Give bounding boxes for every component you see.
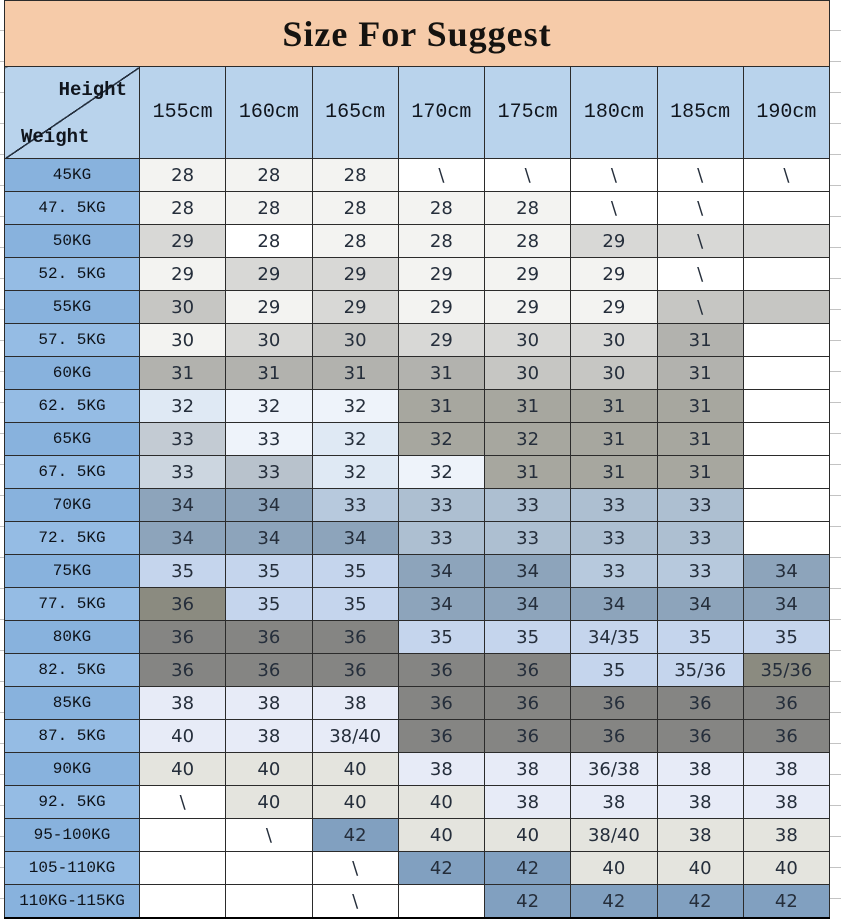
size-cell: 36 — [743, 720, 829, 753]
size-cell: 33 — [140, 456, 226, 489]
size-cell: 29 — [571, 258, 657, 291]
size-cell: 29 — [571, 225, 657, 258]
table-row — [5, 192, 830, 225]
size-cell: 35 — [312, 588, 398, 621]
size-cell: 34 — [140, 489, 226, 522]
size-cell: 36 — [398, 687, 484, 720]
table-row — [5, 291, 830, 324]
size-cell: 34 — [657, 588, 743, 621]
size-cell: 31 — [571, 423, 657, 456]
empty-cell — [226, 885, 312, 919]
size-cell: 40 — [226, 786, 312, 819]
size-cell: 36 — [571, 720, 657, 753]
size-cell: 29 — [398, 291, 484, 324]
table-row — [5, 390, 830, 423]
empty-cell — [140, 819, 226, 852]
size-cell: 40 — [140, 720, 226, 753]
size-cell: 34 — [398, 588, 484, 621]
size-cell: 42 — [398, 852, 484, 885]
empty-cell — [743, 456, 829, 489]
size-cell: 28 — [485, 192, 571, 225]
weight-label: 82. 5KG — [5, 654, 140, 687]
column-header-155cm: 155cm — [140, 67, 226, 159]
weight-label: 70KG — [5, 489, 140, 522]
size-cell: 29 — [226, 258, 312, 291]
size-cell: 29 — [485, 258, 571, 291]
size-cell: 31 — [657, 456, 743, 489]
size-cell: 40 — [571, 852, 657, 885]
size-cell: 29 — [312, 291, 398, 324]
column-header-190cm: 190cm — [743, 67, 829, 159]
size-cell: 29 — [312, 258, 398, 291]
size-cell: 36 — [743, 687, 829, 720]
weight-label: 67. 5KG — [5, 456, 140, 489]
size-cell: 32 — [398, 423, 484, 456]
size-cell: 42 — [485, 885, 571, 919]
size-cell: 33 — [657, 555, 743, 588]
table-row — [5, 258, 830, 291]
size-cell: 34 — [226, 522, 312, 555]
size-cell: 33 — [398, 489, 484, 522]
size-cell: 32 — [398, 456, 484, 489]
size-cell: 33 — [226, 423, 312, 456]
size-cell: 28 — [398, 225, 484, 258]
size-cell: 40 — [312, 753, 398, 786]
weight-label: 80KG — [5, 621, 140, 654]
table-row — [5, 852, 830, 885]
size-cell: 33 — [485, 489, 571, 522]
empty-cell — [743, 291, 829, 324]
size-cell: 36 — [485, 687, 571, 720]
table-row — [5, 753, 830, 786]
table-row — [5, 654, 830, 687]
chart-title: Size For Suggest — [282, 13, 552, 54]
not-available-cell: \ — [657, 291, 743, 324]
size-cell: 28 — [312, 225, 398, 258]
size-cell: 38/40 — [312, 720, 398, 753]
weight-label: 85KG — [5, 687, 140, 720]
size-cell: 34 — [398, 555, 484, 588]
size-cell: 28 — [140, 159, 226, 192]
size-cell: 42 — [571, 885, 657, 919]
size-cell: 35 — [571, 654, 657, 687]
empty-cell — [140, 852, 226, 885]
column-header-180cm: 180cm — [571, 67, 657, 159]
table-row — [5, 885, 830, 919]
not-available-cell: \ — [657, 159, 743, 192]
weight-label: 72. 5KG — [5, 522, 140, 555]
size-cell: 36 — [140, 654, 226, 687]
size-cell: 30 — [485, 324, 571, 357]
table-row — [5, 720, 830, 753]
not-available-cell: \ — [571, 159, 657, 192]
size-cell: 33 — [485, 522, 571, 555]
size-cell: 32 — [226, 390, 312, 423]
size-cell: 38 — [657, 786, 743, 819]
size-cell: 36 — [140, 588, 226, 621]
table-row — [5, 225, 830, 258]
size-cell: 30 — [485, 357, 571, 390]
corner-weight-label: Weight — [21, 126, 90, 148]
not-available-cell: \ — [312, 885, 398, 919]
size-cell: 28 — [312, 159, 398, 192]
size-cell: 36 — [398, 720, 484, 753]
size-cell: 28 — [226, 192, 312, 225]
size-cell: 33 — [571, 555, 657, 588]
size-cell: 35/36 — [657, 654, 743, 687]
size-cell: 34/35 — [571, 621, 657, 654]
weight-label: 62. 5KG — [5, 390, 140, 423]
column-header-165cm: 165cm — [312, 67, 398, 159]
not-available-cell: \ — [312, 852, 398, 885]
table-row — [5, 159, 830, 192]
size-cell: 31 — [398, 357, 484, 390]
size-cell: 33 — [226, 456, 312, 489]
size-cell: 38 — [743, 753, 829, 786]
size-cell: 32 — [312, 456, 398, 489]
size-cell: 33 — [657, 522, 743, 555]
weight-label: 77. 5KG — [5, 588, 140, 621]
size-cell: 29 — [485, 291, 571, 324]
size-cell: 33 — [571, 522, 657, 555]
weight-label: 95-100KG — [5, 819, 140, 852]
size-chart-sheet — [4, 0, 830, 919]
size-cell: 36 — [571, 687, 657, 720]
size-cell: 35 — [398, 621, 484, 654]
size-cell: 34 — [312, 522, 398, 555]
size-cell: 31 — [657, 390, 743, 423]
size-cell: 38 — [657, 819, 743, 852]
size-cell: 36 — [312, 621, 398, 654]
table-row — [5, 555, 830, 588]
empty-cell — [743, 489, 829, 522]
size-cell: 38 — [571, 786, 657, 819]
size-cell: 33 — [312, 489, 398, 522]
size-cell: 34 — [226, 489, 312, 522]
size-cell: 30 — [140, 324, 226, 357]
column-header-160cm: 160cm — [226, 67, 312, 159]
weight-label: 50KG — [5, 225, 140, 258]
size-cell: 31 — [657, 324, 743, 357]
size-cell: 35 — [140, 555, 226, 588]
header-row — [5, 67, 830, 159]
not-available-cell: \ — [226, 819, 312, 852]
weight-label: 55KG — [5, 291, 140, 324]
size-cell: 38 — [398, 753, 484, 786]
empty-cell — [140, 885, 226, 919]
table-row — [5, 456, 830, 489]
size-cell: 33 — [140, 423, 226, 456]
size-cell: 38 — [485, 786, 571, 819]
size-cell: 35/36 — [743, 654, 829, 687]
size-cell: 38 — [226, 687, 312, 720]
size-cell: 38 — [657, 753, 743, 786]
size-cell: 30 — [312, 324, 398, 357]
size-cell: 30 — [140, 291, 226, 324]
size-cell: 31 — [312, 357, 398, 390]
table-row — [5, 522, 830, 555]
size-cell: 38 — [743, 819, 829, 852]
size-cell: 40 — [226, 753, 312, 786]
size-cell: 35 — [312, 555, 398, 588]
size-cell: 34 — [140, 522, 226, 555]
not-available-cell: \ — [657, 225, 743, 258]
size-cell: 34 — [485, 588, 571, 621]
size-cell: 34 — [485, 555, 571, 588]
column-header-170cm: 170cm — [398, 67, 484, 159]
size-cell: 38 — [140, 687, 226, 720]
size-cell: 42 — [485, 852, 571, 885]
size-cell: 34 — [743, 555, 829, 588]
size-cell: 31 — [657, 357, 743, 390]
weight-label: 75KG — [5, 555, 140, 588]
title-banner — [4, 0, 830, 66]
size-cell: 28 — [398, 192, 484, 225]
size-cell: 28 — [226, 159, 312, 192]
size-cell: 40 — [398, 819, 484, 852]
table-row — [5, 621, 830, 654]
size-cell: 31 — [485, 456, 571, 489]
size-cell: 29 — [398, 258, 484, 291]
size-cell: 36 — [398, 654, 484, 687]
sheet-right-margin — [830, 0, 841, 922]
empty-cell — [743, 423, 829, 456]
weight-label: 65KG — [5, 423, 140, 456]
size-cell: 38 — [485, 753, 571, 786]
size-cell: 38 — [743, 786, 829, 819]
empty-cell — [226, 852, 312, 885]
size-cell: 30 — [571, 357, 657, 390]
size-cell: 40 — [312, 786, 398, 819]
size-cell: 29 — [140, 225, 226, 258]
size-cell: 36 — [226, 621, 312, 654]
empty-cell — [743, 390, 829, 423]
table-row — [5, 489, 830, 522]
weight-label: 105-110KG — [5, 852, 140, 885]
size-cell: 31 — [398, 390, 484, 423]
size-cell: 30 — [226, 324, 312, 357]
size-cell: 33 — [571, 489, 657, 522]
table-row — [5, 588, 830, 621]
column-header-185cm: 185cm — [657, 67, 743, 159]
weight-label: 60KG — [5, 357, 140, 390]
size-cell: 36 — [485, 720, 571, 753]
table-row — [5, 423, 830, 456]
size-cell: 29 — [140, 258, 226, 291]
size-cell: 31 — [571, 390, 657, 423]
size-cell: 31 — [657, 423, 743, 456]
table-row — [5, 786, 830, 819]
not-available-cell: \ — [743, 159, 829, 192]
weight-label: 92. 5KG — [5, 786, 140, 819]
empty-cell — [398, 885, 484, 919]
table-row — [5, 357, 830, 390]
size-cell: 31 — [485, 390, 571, 423]
size-cell: 35 — [485, 621, 571, 654]
size-cell: 40 — [657, 852, 743, 885]
size-cell: 40 — [140, 753, 226, 786]
size-cell: 35 — [226, 588, 312, 621]
size-cell: 32 — [140, 390, 226, 423]
weight-label: 57. 5KG — [5, 324, 140, 357]
not-available-cell: \ — [657, 258, 743, 291]
size-cell: 38 — [226, 720, 312, 753]
size-cell: 35 — [226, 555, 312, 588]
size-cell: 36/38 — [571, 753, 657, 786]
size-cell: 42 — [312, 819, 398, 852]
empty-cell — [743, 522, 829, 555]
column-header-175cm: 175cm — [485, 67, 571, 159]
size-cell: 36 — [226, 654, 312, 687]
weight-label: 90KG — [5, 753, 140, 786]
size-cell: 40 — [743, 852, 829, 885]
corner-cell — [5, 67, 140, 159]
size-cell: 35 — [743, 621, 829, 654]
size-cell: 34 — [571, 588, 657, 621]
not-available-cell: \ — [140, 786, 226, 819]
size-cell: 34 — [743, 588, 829, 621]
size-cell: 33 — [398, 522, 484, 555]
size-cell: 28 — [140, 192, 226, 225]
size-cell: 29 — [398, 324, 484, 357]
size-cell: 32 — [312, 390, 398, 423]
table-row — [5, 819, 830, 852]
size-cell: 38 — [312, 687, 398, 720]
size-cell: 31 — [140, 357, 226, 390]
weight-label: 45KG — [5, 159, 140, 192]
not-available-cell: \ — [571, 192, 657, 225]
size-cell: 28 — [485, 225, 571, 258]
size-cell: 40 — [485, 819, 571, 852]
size-cell: 40 — [398, 786, 484, 819]
size-cell: 36 — [312, 654, 398, 687]
size-cell: 33 — [657, 489, 743, 522]
size-cell: 36 — [485, 654, 571, 687]
table-row — [5, 687, 830, 720]
empty-cell — [743, 357, 829, 390]
weight-label: 110KG-115KG — [5, 885, 140, 919]
size-cell: 36 — [657, 720, 743, 753]
weight-label: 87. 5KG — [5, 720, 140, 753]
corner-height-label: Height — [58, 79, 127, 101]
size-cell: 36 — [140, 621, 226, 654]
empty-cell — [743, 258, 829, 291]
size-cell: 32 — [312, 423, 398, 456]
size-cell: 29 — [226, 291, 312, 324]
empty-cell — [743, 192, 829, 225]
not-available-cell: \ — [485, 159, 571, 192]
size-cell: 42 — [657, 885, 743, 919]
size-cell: 31 — [571, 456, 657, 489]
size-cell: 28 — [312, 192, 398, 225]
size-cell: 29 — [571, 291, 657, 324]
size-cell: 30 — [571, 324, 657, 357]
table-row — [5, 324, 830, 357]
empty-cell — [743, 225, 829, 258]
size-table — [4, 66, 830, 919]
not-available-cell: \ — [398, 159, 484, 192]
size-cell: 32 — [485, 423, 571, 456]
weight-label: 52. 5KG — [5, 258, 140, 291]
empty-cell — [743, 324, 829, 357]
size-cell: 35 — [657, 621, 743, 654]
size-cell: 38/40 — [571, 819, 657, 852]
size-cell: 42 — [743, 885, 829, 919]
not-available-cell: \ — [657, 192, 743, 225]
size-cell: 28 — [226, 225, 312, 258]
size-cell: 36 — [657, 687, 743, 720]
size-cell: 31 — [226, 357, 312, 390]
weight-label: 47. 5KG — [5, 192, 140, 225]
